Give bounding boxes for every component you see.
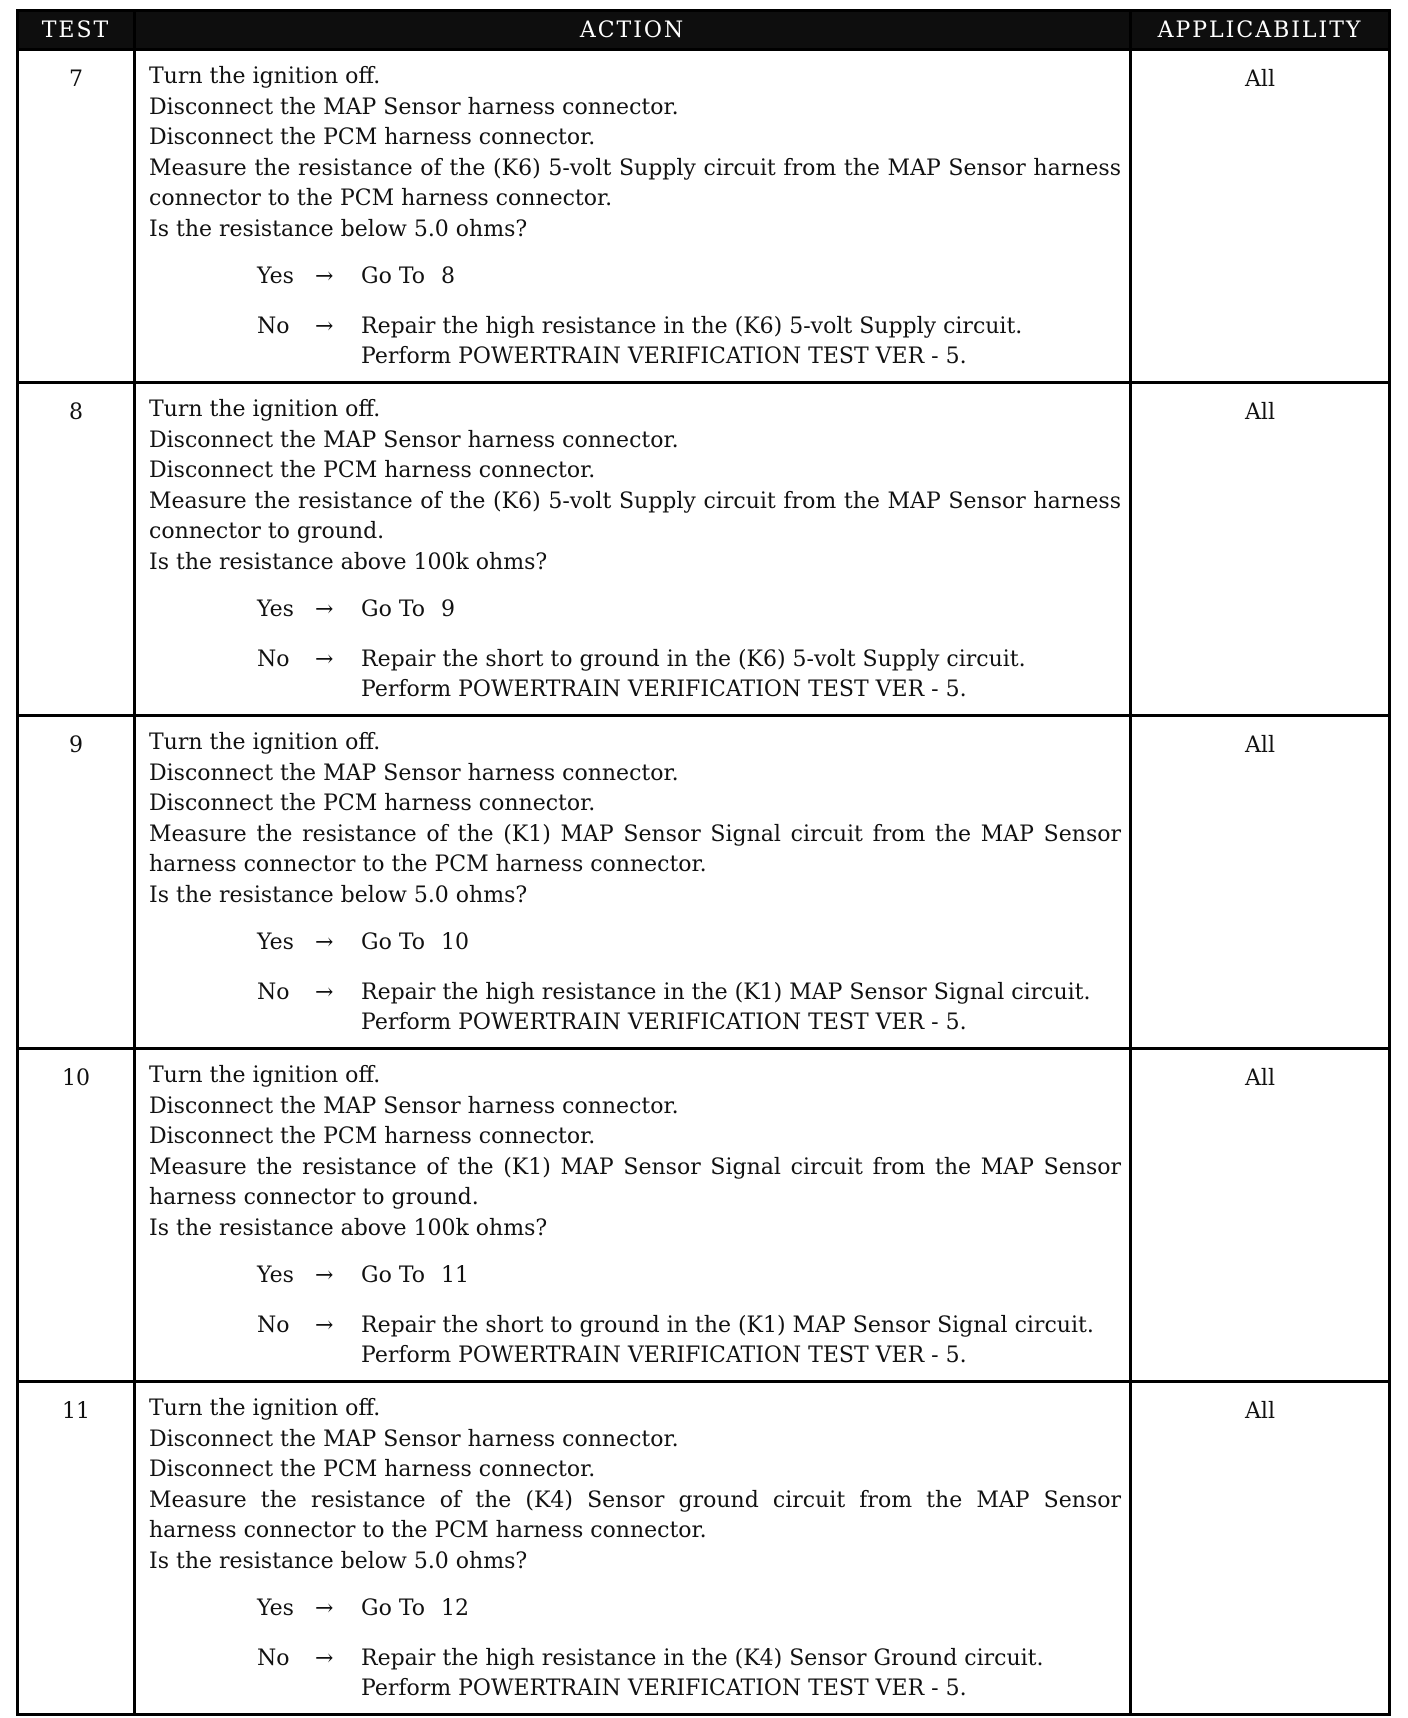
step-question: Is the resistance above 100k ohms? bbox=[149, 549, 548, 575]
goto-label: Go To bbox=[361, 597, 426, 622]
test-row-8 bbox=[18, 383, 1390, 716]
step: Disconnect the MAP Sensor harness connector. bbox=[149, 94, 679, 120]
step-measure: Measure the resistance of the (K1) MAP Sensor Signal circuit from the MAP Sensor harness connector to ground. bbox=[149, 1154, 1121, 1210]
goto-label: Go To bbox=[361, 1596, 426, 1621]
right-arrow-icon: → bbox=[315, 1263, 334, 1288]
step: Turn the ignition off. bbox=[149, 64, 381, 89]
test-number: 8 bbox=[18, 383, 135, 716]
branch-no bbox=[257, 1311, 1121, 1372]
test-number: 9 bbox=[18, 716, 135, 1049]
action-steps bbox=[149, 62, 1121, 245]
goto-label: Go To bbox=[361, 264, 426, 289]
verification-instruction: Perform POWERTRAIN VERIFICATION TEST VER - 5. bbox=[361, 677, 967, 702]
step-question: Is the resistance below 5.0 ohms? bbox=[149, 882, 528, 908]
repair-instruction: Repair the high resistance in the (K1) MAP Sensor Signal circuit. bbox=[361, 979, 1091, 1005]
action-steps bbox=[149, 728, 1121, 911]
step: Turn the ignition off. bbox=[149, 730, 381, 755]
step: Disconnect the PCM harness connector. bbox=[149, 791, 596, 816]
step: Disconnect the PCM harness connector. bbox=[149, 1457, 596, 1482]
result-branches bbox=[257, 1261, 1121, 1372]
table-header-row bbox=[18, 11, 1390, 50]
test-number: 7 bbox=[18, 50, 135, 383]
test-applicability: All bbox=[1131, 383, 1390, 716]
branch-yes-label: Yes bbox=[257, 264, 294, 289]
goto-target: 12 bbox=[441, 1596, 470, 1621]
header-test: TEST bbox=[18, 11, 135, 50]
goto-label: Go To bbox=[361, 1263, 426, 1288]
branch-yes bbox=[257, 1261, 1121, 1292]
repair-instruction: Repair the short to ground in the (K1) MAP Sensor Signal circuit. bbox=[361, 1312, 1094, 1338]
test-action bbox=[135, 383, 1131, 716]
branch-yes bbox=[257, 928, 1121, 959]
branch-no-label: No bbox=[257, 313, 290, 339]
test-applicability: All bbox=[1131, 716, 1390, 1049]
step-measure: Measure the resistance of the (K6) 5-volt Supply circuit from the MAP Sensor harness connector to ground. bbox=[149, 488, 1121, 544]
branch-no-label: No bbox=[257, 1645, 290, 1671]
right-arrow-icon: → bbox=[315, 1645, 334, 1671]
right-arrow-icon: → bbox=[315, 930, 334, 955]
result-branches bbox=[257, 1594, 1121, 1705]
result-branches bbox=[257, 928, 1121, 1039]
branch-no-label: No bbox=[257, 979, 290, 1005]
step: Turn the ignition off. bbox=[149, 397, 381, 422]
step: Turn the ignition off. bbox=[149, 1396, 381, 1421]
branch-yes-label: Yes bbox=[257, 930, 294, 955]
test-row-9 bbox=[18, 716, 1390, 1049]
repair-instruction: Repair the high resistance in the (K6) 5-volt Supply circuit. bbox=[361, 313, 1023, 339]
test-number: 10 bbox=[18, 1049, 135, 1382]
step: Disconnect the PCM harness connector. bbox=[149, 458, 596, 483]
verification-instruction: Perform POWERTRAIN VERIFICATION TEST VER - 5. bbox=[361, 1676, 967, 1701]
verification-instruction: Perform POWERTRAIN VERIFICATION TEST VER - 5. bbox=[361, 1343, 967, 1368]
test-row-7 bbox=[18, 50, 1390, 383]
step-measure: Measure the resistance of the (K6) 5-volt Supply circuit from the MAP Sensor harness connector to the PCM harness connector. bbox=[149, 155, 1121, 211]
goto-target: 10 bbox=[441, 930, 470, 955]
repair-instruction: Repair the high resistance in the (K4) Sensor Ground circuit. bbox=[361, 1645, 1044, 1671]
branch-no-label: No bbox=[257, 646, 290, 672]
action-steps bbox=[149, 1061, 1121, 1244]
goto-target: 9 bbox=[441, 597, 456, 622]
right-arrow-icon: → bbox=[315, 313, 334, 339]
step: Disconnect the MAP Sensor harness connector. bbox=[149, 1093, 679, 1119]
step: Turn the ignition off. bbox=[149, 1063, 381, 1088]
test-action bbox=[135, 50, 1131, 383]
diagnostic-test-table bbox=[16, 9, 1391, 1716]
test-row-10 bbox=[18, 1049, 1390, 1382]
right-arrow-icon: → bbox=[315, 597, 334, 622]
step-question: Is the resistance above 100k ohms? bbox=[149, 1215, 548, 1241]
branch-yes-label: Yes bbox=[257, 1263, 294, 1288]
right-arrow-icon: → bbox=[315, 1312, 334, 1338]
right-arrow-icon: → bbox=[315, 646, 334, 672]
result-branches bbox=[257, 262, 1121, 373]
right-arrow-icon: → bbox=[315, 979, 334, 1005]
action-steps bbox=[149, 395, 1121, 578]
goto-label: Go To bbox=[361, 930, 426, 955]
branch-no bbox=[257, 312, 1121, 373]
branch-yes bbox=[257, 595, 1121, 626]
step-question: Is the resistance below 5.0 ohms? bbox=[149, 1548, 528, 1574]
step: Disconnect the MAP Sensor harness connector. bbox=[149, 1426, 679, 1452]
branch-no bbox=[257, 978, 1121, 1039]
test-action bbox=[135, 1382, 1131, 1715]
step: Disconnect the PCM harness connector. bbox=[149, 125, 596, 150]
goto-target: 11 bbox=[441, 1263, 470, 1288]
step-measure: Measure the resistance of the (K4) Sensor ground circuit from the MAP Sensor harness connector to the PCM harness connector. bbox=[149, 1487, 1121, 1543]
branch-yes bbox=[257, 262, 1121, 293]
step: Disconnect the PCM harness connector. bbox=[149, 1124, 596, 1149]
goto-target: 8 bbox=[441, 264, 456, 289]
test-number: 11 bbox=[18, 1382, 135, 1715]
branch-no bbox=[257, 645, 1121, 706]
branch-yes-label: Yes bbox=[257, 597, 294, 622]
right-arrow-icon: → bbox=[315, 264, 334, 289]
test-action bbox=[135, 716, 1131, 1049]
verification-instruction: Perform POWERTRAIN VERIFICATION TEST VER - 5. bbox=[361, 1010, 967, 1035]
branch-yes-label: Yes bbox=[257, 1596, 294, 1621]
right-arrow-icon: → bbox=[315, 1596, 334, 1621]
step-question: Is the resistance below 5.0 ohms? bbox=[149, 216, 528, 242]
header-applicability: APPLICABILITY bbox=[1131, 11, 1390, 50]
step: Disconnect the MAP Sensor harness connector. bbox=[149, 427, 679, 453]
branch-yes bbox=[257, 1594, 1121, 1625]
branch-no bbox=[257, 1644, 1121, 1705]
verification-instruction: Perform POWERTRAIN VERIFICATION TEST VER - 5. bbox=[361, 344, 967, 369]
action-steps bbox=[149, 1394, 1121, 1577]
test-applicability: All bbox=[1131, 1382, 1390, 1715]
step-measure: Measure the resistance of the (K1) MAP Sensor Signal circuit from the MAP Sensor harness connector to the PCM harness connector. bbox=[149, 821, 1121, 877]
result-branches bbox=[257, 595, 1121, 706]
test-applicability: All bbox=[1131, 1049, 1390, 1382]
header-action: ACTION bbox=[135, 11, 1131, 50]
test-applicability: All bbox=[1131, 50, 1390, 383]
step: Disconnect the MAP Sensor harness connector. bbox=[149, 760, 679, 786]
repair-instruction: Repair the short to ground in the (K6) 5-volt Supply circuit. bbox=[361, 646, 1026, 672]
branch-no-label: No bbox=[257, 1312, 290, 1338]
test-row-11 bbox=[18, 1382, 1390, 1715]
test-action bbox=[135, 1049, 1131, 1382]
